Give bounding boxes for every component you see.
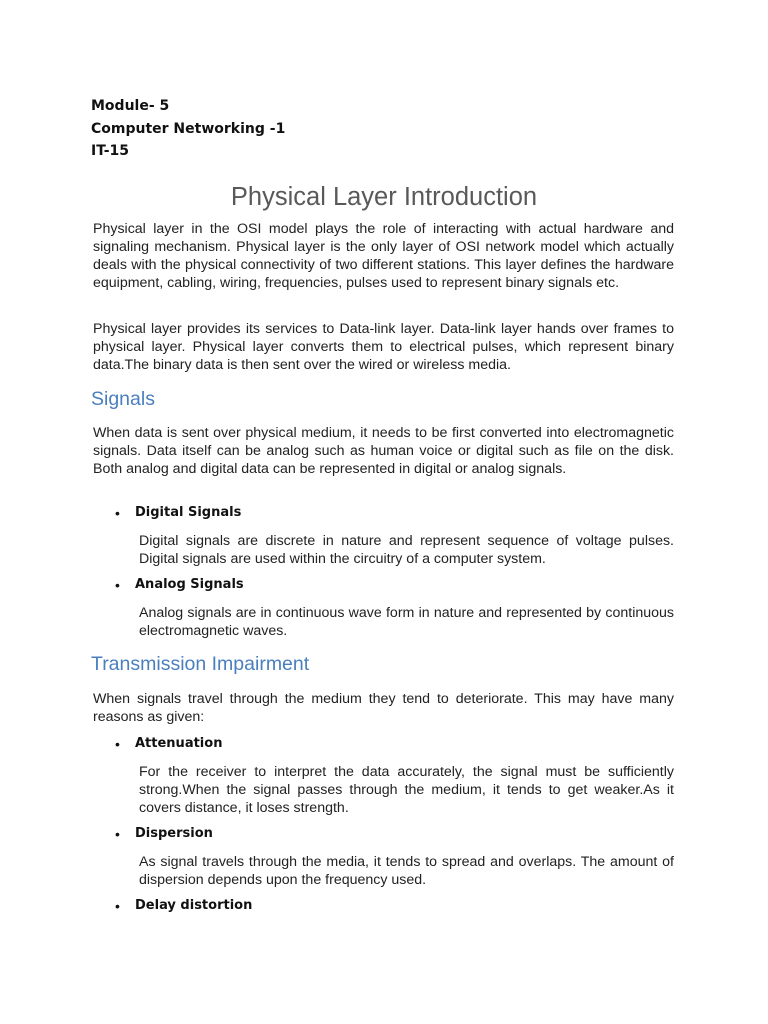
bullet-label: Analog Signals	[135, 577, 244, 592]
dispersion-text: As signal travels through the media, it tends to spread and overlaps. The amount of dispersion depends upon the frequency used.	[139, 854, 674, 888]
analog-signals-text: Analog signals are in continuous wave form in nature and represented by continuous electromagnetic waves.	[139, 605, 674, 639]
bullet-icon: •	[115, 898, 120, 914]
digital-signals-text: Digital signals are discrete in nature and represent sequence of voltage pulses. Digital signals are used within the circuitry of a computer system.	[139, 533, 674, 567]
bullet-icon: •	[115, 736, 120, 752]
bullet-label: Delay distortion	[135, 898, 253, 913]
bullet-icon: •	[115, 577, 120, 593]
intro-paragraph-1: Physical layer in the OSI model plays the role of interacting with actual hardware and signaling mechanism. Physical layer is the only layer of OSI network model which actually deals with the physical connectivity of two different stations. This layer defines the hardware equipment, cabling, wiring, frequencies, pulses used to represent binary signals etc.	[93, 221, 674, 291]
bullet-label: Dispersion	[135, 826, 213, 841]
page-title: Physical Layer Introduction	[230, 183, 538, 211]
transmission-impairment-heading: Transmission Impairment	[91, 653, 310, 675]
intro-paragraph-2: Physical layer provides its services to Data-link layer. Data-link layer hands over frames to physical layer. Physical layer converts them to electrical pulses, which represent binary data.The binary data is then sent over the wired or wireless media.	[93, 321, 674, 373]
bullet-label: Digital Signals	[135, 505, 242, 520]
attenuation-text: For the receiver to interpret the data accurately, the signal must be sufficiently strong.When the signal passes through the medium, it tends to get weaker.As it covers distance, it loses strength.	[139, 764, 674, 816]
course-code: IT-15	[91, 143, 129, 159]
signals-paragraph: When data is sent over physical medium, it needs to be first converted into electromagnetic signals. Data itself can be analog such as human voice or digital such as file on the disk. Both analog and digital data can be represented in digital or analog signals.	[93, 425, 674, 477]
course-label: Computer Networking -1	[91, 120, 286, 137]
bullet-label: Attenuation	[135, 736, 223, 751]
module-label: Module- 5	[91, 98, 170, 114]
impairment-paragraph: When signals travel through the medium they tend to deteriorate. This may have many reasons as given:	[93, 691, 674, 725]
signals-heading: Signals	[91, 388, 155, 410]
bullet-icon: •	[115, 826, 120, 842]
document-header	[91, 95, 285, 163]
bullet-icon: •	[115, 505, 120, 521]
